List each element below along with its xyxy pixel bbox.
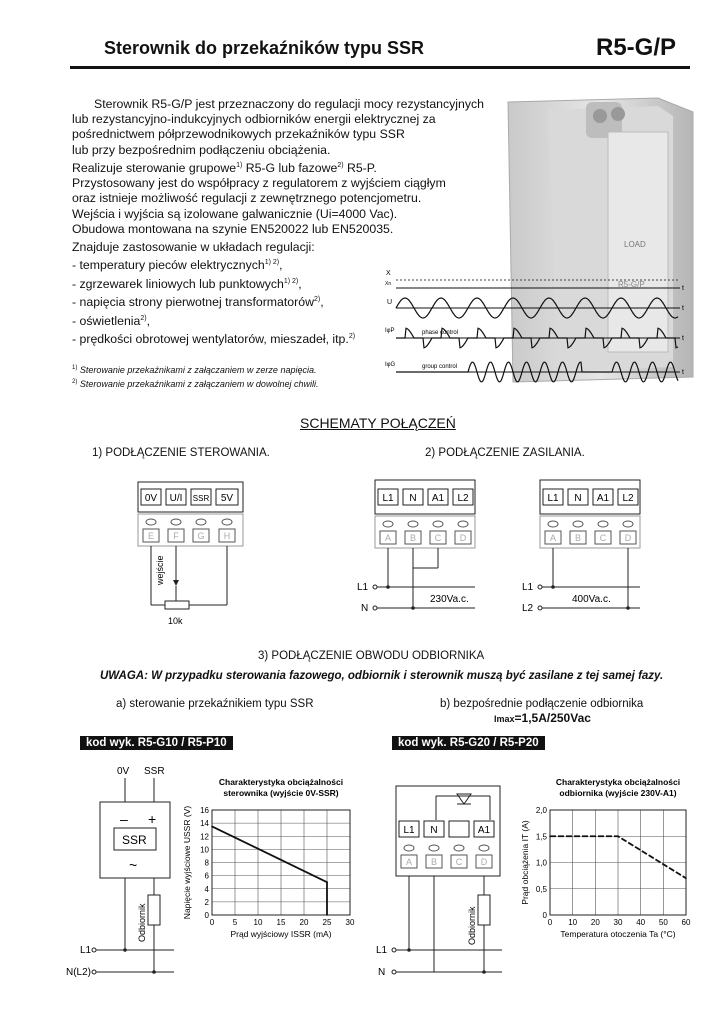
terminal-letter: D bbox=[459, 533, 467, 543]
x-axis-label: Temperatura otoczenia Ta (°C) bbox=[560, 929, 676, 939]
voltage-label: 400Va.c. bbox=[572, 594, 611, 605]
terminal-label: N bbox=[430, 825, 438, 836]
chart-load-current bbox=[512, 775, 712, 945]
x-tick-label: 10 bbox=[253, 918, 263, 927]
terminal-letter: B bbox=[574, 533, 582, 543]
wave-phase-label: phase control bbox=[422, 330, 459, 336]
terminal-letter: B bbox=[430, 857, 438, 867]
desc-line-3: pośrednictwem półprzewodnikowych przekaźników typu SSR bbox=[72, 127, 405, 142]
desc-line-2: lub rezystancyjno-indukcyjnych odbiorników energii elektrycznej za bbox=[72, 112, 436, 127]
desc-line-5: Realizuje sterowanie grupowe$^{1)}$ R5-G lub fazowe$^{2)}$ R5-P. bbox=[72, 160, 377, 175]
y-tick-label: 8 bbox=[204, 858, 209, 868]
terminal-label: SSR bbox=[192, 494, 210, 503]
line-label: L2 bbox=[522, 603, 534, 614]
terminal-label: U/I bbox=[169, 493, 183, 504]
apps-intro: Znajduje zastosowanie w układach regulacji: bbox=[72, 240, 315, 254]
y-tick-label: 10 bbox=[200, 845, 209, 855]
terminal-letter: F bbox=[173, 531, 179, 541]
chart-title: Charakterystyka obciążalności bbox=[218, 777, 344, 787]
load-label: Odbiornik bbox=[467, 906, 477, 945]
ssr-circuit bbox=[62, 762, 182, 1012]
terminal-label: N bbox=[409, 493, 417, 504]
wave-t-label: t bbox=[682, 335, 684, 342]
apps-item: - temperatury pieców elektrycznych$^{1) 2)}$, bbox=[72, 258, 283, 273]
power-block-left bbox=[357, 480, 475, 614]
x-tick-label: 60 bbox=[681, 918, 691, 927]
terminal-letter: E bbox=[147, 531, 155, 541]
line-label: L1 bbox=[357, 582, 369, 593]
desc-line-7: oraz istnieje możliwość regulacji z zewnętrznego potencjometru. bbox=[72, 191, 422, 206]
control-heading: 1) PODŁĄCZENIE STEROWANIA. bbox=[92, 447, 270, 459]
power-heading: 2) PODŁĄCZENIE ZASILANIA. bbox=[425, 447, 585, 459]
x-tick-label: 20 bbox=[299, 918, 309, 927]
line-label: L1 bbox=[376, 945, 388, 956]
y-tick-label: 1,5 bbox=[535, 832, 547, 842]
data-point bbox=[326, 881, 328, 883]
wave-group-label: group control bbox=[422, 364, 458, 370]
footnote-2: $^{2)}$ Sterowanie przekaźnikami z załączaniem w dowolnej chwili. bbox=[72, 379, 319, 389]
ssr-label: SSR bbox=[122, 833, 147, 847]
power-block-right bbox=[522, 480, 640, 614]
terminal-label: A1 bbox=[596, 493, 610, 504]
control-terminals bbox=[141, 489, 238, 505]
wave-t-label: t bbox=[682, 305, 684, 312]
terminal-letter: A bbox=[384, 533, 392, 543]
schematics-title: SCHEMATY POŁĄCZEŃ bbox=[300, 415, 456, 431]
line-label: N bbox=[361, 603, 369, 614]
terminal-letter: A bbox=[405, 857, 413, 867]
y-axis-label: Napięcie wyjściowe USSR (V) bbox=[182, 805, 192, 920]
y-tick-label: 4 bbox=[204, 884, 209, 894]
y-tick-label: 16 bbox=[200, 806, 209, 815]
data-point bbox=[685, 877, 687, 879]
ssr-minus: – bbox=[120, 811, 128, 827]
description bbox=[72, 97, 512, 237]
line-label: N(L2) bbox=[66, 967, 92, 978]
y-tick-label: 0,5 bbox=[535, 884, 547, 894]
x-tick-label: 0 bbox=[547, 918, 553, 927]
y-tick-label: 14 bbox=[200, 819, 209, 829]
line-label: L1 bbox=[522, 582, 534, 593]
line-label: N bbox=[378, 967, 386, 978]
y-tick-label: 6 bbox=[204, 871, 209, 881]
desc-line-9: Obudowa montowana na szynie EN520022 lub EN520035. bbox=[72, 221, 394, 236]
wave-t-label: t bbox=[682, 369, 684, 376]
wave-x-label: X bbox=[386, 270, 391, 277]
footnote-1: $^{1)}$ Sterowanie przekaźnikami z załączaniem w zerze napięcia. bbox=[72, 365, 317, 375]
apps-item: - napięcia strony pierwotnej transformatorów$^{2)}$, bbox=[72, 295, 324, 310]
variant-a-label: a) sterowanie przekaźnikiem typu SSR bbox=[116, 698, 314, 710]
wave-iph-label: IφP bbox=[385, 328, 395, 334]
terminal-letter: C bbox=[599, 533, 607, 543]
applications bbox=[72, 240, 355, 348]
terminal-letter: C bbox=[434, 533, 442, 543]
header-rule bbox=[70, 66, 690, 69]
direct-circuit bbox=[372, 780, 512, 1010]
y-tick-label: 0 bbox=[542, 911, 547, 920]
terminal-label: L2 bbox=[622, 493, 634, 504]
terminal-letter: H bbox=[223, 531, 231, 541]
data-point bbox=[549, 835, 551, 837]
y-tick-label: 1,0 bbox=[535, 858, 547, 868]
terminal-label: 0V bbox=[144, 493, 158, 504]
warning-text: UWAGA: W przypadku sterowania fazowego, odbiornik i sterownik muszą być zasilane z tej samej fazy. bbox=[100, 670, 664, 682]
desc-line-1: Sterownik R5-G/P jest przeznaczony do regulacji mocy rezystancyjnych bbox=[94, 97, 485, 111]
x-tick-label: 0 bbox=[209, 918, 215, 927]
x-tick-label: 10 bbox=[568, 918, 578, 927]
x-tick-label: 50 bbox=[658, 918, 668, 927]
wave-igr-label: IφG bbox=[385, 362, 396, 368]
apps-item: - zgrzewarek liniowych lub punktowych$^{1) 2)}$, bbox=[72, 277, 302, 291]
terminal-label: 5V bbox=[220, 493, 234, 504]
page-title: Sterownik do przekaźników typu SSR bbox=[104, 38, 425, 58]
terminal-label: A1 bbox=[431, 493, 445, 504]
ssr-tilde: ~ bbox=[129, 857, 138, 873]
terminal-label: L1 bbox=[403, 825, 415, 836]
load-label: Odbiornik bbox=[137, 903, 147, 942]
x-tick-label: 5 bbox=[232, 918, 238, 927]
desc-line-8: Wejścia i wyjścia są izolowane galwanicznie (Ui=4000 Vac). bbox=[72, 206, 398, 221]
waveform-diagram bbox=[382, 266, 692, 386]
y-tick-label: 2,0 bbox=[535, 806, 547, 815]
terminal-letter: G bbox=[197, 531, 205, 541]
apps-item: - oświetlenia$^{2)}$, bbox=[72, 314, 151, 328]
footnotes bbox=[72, 362, 318, 390]
terminal-label: A1 bbox=[477, 825, 491, 836]
terminal-letter: B bbox=[409, 533, 417, 543]
data-point bbox=[211, 826, 213, 828]
terminal-label: L1 bbox=[547, 493, 559, 504]
terminal-letter: D bbox=[480, 857, 488, 867]
device-brand-label: R5-G/P bbox=[618, 280, 645, 289]
variant-b-label: b) bezpośrednie podłączenie odbiornika bbox=[440, 698, 644, 710]
y-tick-label: 2 bbox=[204, 897, 209, 907]
terminal-letter: A bbox=[549, 533, 557, 543]
desc-line-6: Przystosowany jest do współpracy z regulatorem z wyjściem ciągłym bbox=[72, 176, 446, 191]
wave-xn-label: Xn bbox=[385, 281, 392, 287]
y-tick-label: 0 bbox=[204, 911, 209, 920]
x-tick-label: 30 bbox=[613, 918, 623, 927]
x-tick-label: 25 bbox=[322, 918, 332, 927]
device-load-label: LOAD bbox=[624, 240, 646, 249]
load-heading: 3) PODŁĄCZENIE OBWODU ODBIORNIKA bbox=[258, 650, 485, 662]
chart-title: odbiornika (wyjście 230V-A1) bbox=[559, 788, 677, 798]
ssr-plus: + bbox=[148, 811, 157, 827]
x-tick-label: 30 bbox=[345, 918, 355, 927]
input-label: wejście bbox=[155, 555, 165, 585]
x-tick-label: 40 bbox=[636, 918, 646, 927]
pot-label: 10k bbox=[168, 616, 183, 626]
ssr-top-label: SSR bbox=[144, 766, 165, 777]
y-tick-label: 12 bbox=[200, 832, 209, 842]
x-axis-label: Prąd wyjściowy ISSR (mA) bbox=[230, 929, 332, 939]
x-tick-label: 15 bbox=[276, 918, 286, 927]
terminal-letter: D bbox=[624, 533, 632, 543]
terminal-letter: C bbox=[455, 857, 463, 867]
voltage-label: 230Va.c. bbox=[430, 594, 469, 605]
code-badge-b: kod wyk. R5-G20 / R5-P20 bbox=[392, 736, 545, 750]
ssr-0v-label: 0V bbox=[117, 766, 130, 777]
desc-line-4: lub przy bezpośrednim podłączeniu obciążenia. bbox=[72, 142, 331, 157]
terminal-label: N bbox=[574, 493, 582, 504]
apps-item: - prędkości obrotowej wentylatorów, mieszadeł, itp.$^{2)}$ bbox=[72, 332, 356, 347]
y-axis-label: Prąd obciążenia IT (A) bbox=[520, 820, 530, 905]
wave-t-label: t bbox=[682, 285, 684, 292]
control-schematic bbox=[130, 480, 260, 640]
chart-title: sterownika (wyjście 0V-SSR) bbox=[223, 788, 339, 798]
power-schematic bbox=[355, 478, 695, 618]
code-badge-a: kod wyk. R5-G10 / R5-P10 bbox=[80, 736, 233, 750]
line-label: L1 bbox=[80, 945, 92, 956]
chart-ssr-load bbox=[182, 775, 372, 945]
terminal-label: L1 bbox=[382, 493, 394, 504]
imax-rating: Imax=1,5A/250Vac bbox=[494, 711, 591, 725]
wave-u-label: U bbox=[387, 299, 393, 306]
chart-title: Charakterystyka obciążalności bbox=[555, 777, 681, 787]
data-point bbox=[617, 835, 619, 837]
data-point bbox=[326, 914, 328, 916]
terminal-label: L2 bbox=[457, 493, 469, 504]
model-code: R5-G/P bbox=[596, 34, 677, 61]
x-tick-label: 20 bbox=[590, 918, 600, 927]
